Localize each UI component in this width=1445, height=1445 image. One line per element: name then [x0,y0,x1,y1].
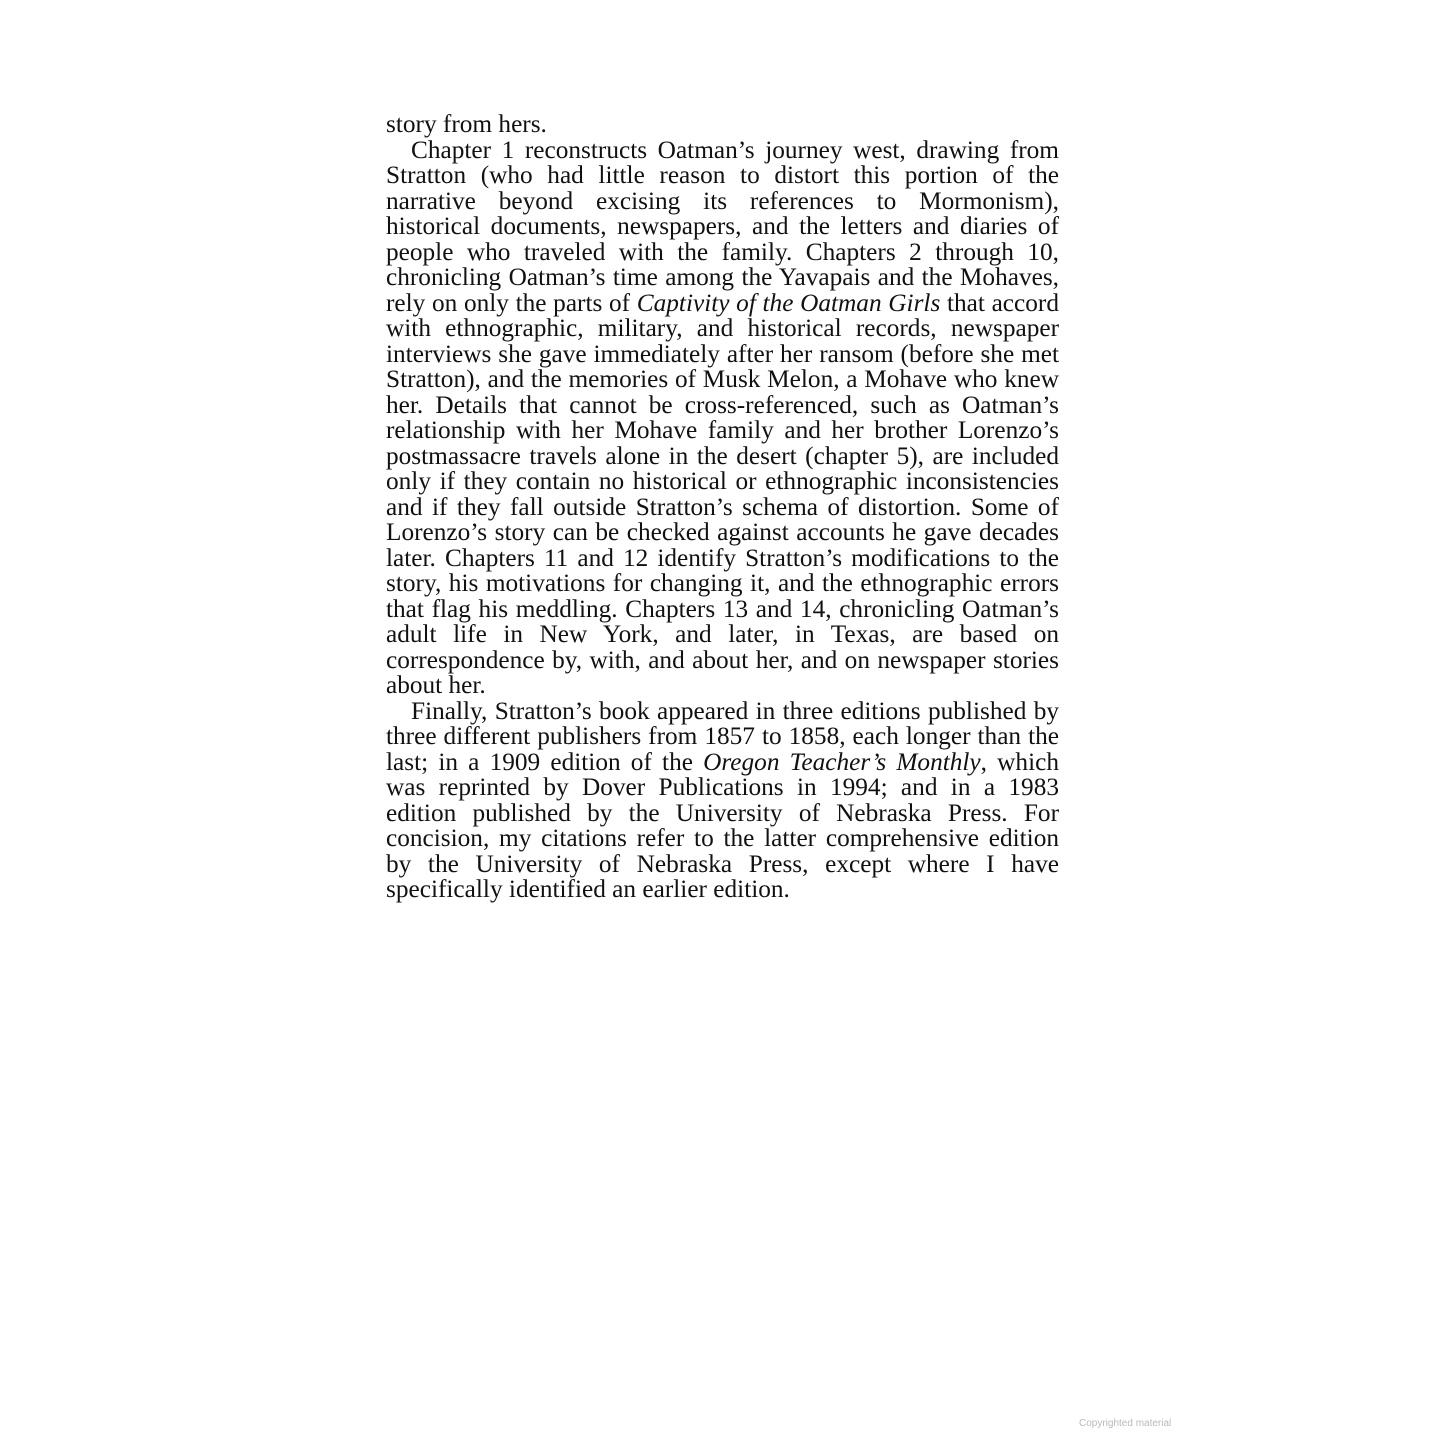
paragraph-2-text-part-1: Chapter 1 reconstructs Oatman’s journey west, drawing from Stratton (who had little reason to distort this portion of the narrative beyond excising its references to Mormonism), historical documents, newspapers, and the letters and diaries of people who traveled with the family. Chapters 2 through 10, chronicling Oatman’s time among the Yavapais and the Mohaves, rely on only the parts of [386,135,1059,317]
book-title-captivity: Captivity of the Oatman Girls [636,288,941,317]
copyright-watermark: Copyrighted material [1079,1418,1172,1429]
page-body-text [386,112,1059,903]
paragraph-continuation [386,112,1059,138]
paragraph-chapter-overview [386,135,1059,699]
journal-title-oregon-teachers-monthly: Oregon Teacher’s Monthly [703,747,981,776]
paragraph-editions [386,696,1059,903]
paragraph-3-text-part-1: Finally, Stratton’s book appeared in three editions published by three different publishers from 1857 to 1858, each longer than the last; in a 1909 edition of the [386,696,1059,776]
paragraph-2-text-part-2: that accord with ethnographic, military, and historical records, newspaper interviews she gave immediately after her ransom (before she met Stratton), and the memories of Musk Melon, a Mohave who knew her. Details that cannot be cross-referenced, such as Oatman’s relationship with her Mohave family and her brother Lorenzo’s postmassacre travels alone in the desert (chapter 5), are included only if they contain no historical or ethnographic inconsistencies and if they fall outside Stratton’s schema of distortion. Some of Lorenzo’s story can be checked against accounts he gave decades later. Chapters 11 and 12 identify Stratton’s modifications to the story, his motivations for changing it, and the ethnographic errors that flag his meddling. Chapters 13 and 14, chronicling Oatman’s adult life in New York, and later, in Texas, are based on correspondence by, with, and about her, and on newspaper stories about her. [386,288,1059,699]
paragraph-1-text: story from hers. [386,110,547,138]
paragraph-3-text-part-2: , which was reprinted by Dover Publications in 1994; and in a 1983 edition published by the University of Nebraska Press. For concision, my citations refer to the latter comprehensive edition by the University of Nebraska Press, except where I have specifically identified an earlier edition. [386,747,1059,903]
